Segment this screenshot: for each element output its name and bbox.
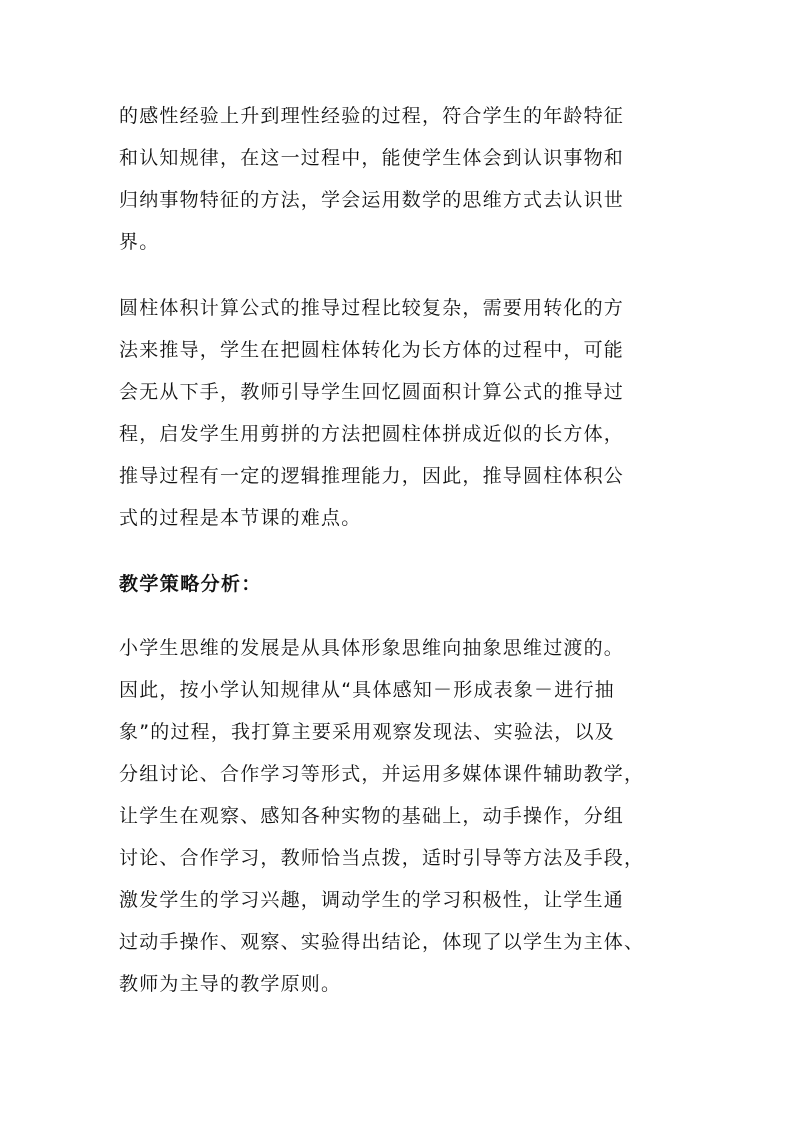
paragraph-3-line-8: 过动手操作、观察、实验得出结论，体现了以学生为主体、 [119, 931, 645, 953]
paragraph-3-line-3: 象”的过程，我打算主要采用观察发现法、实验法，以及 [119, 721, 615, 743]
paragraph-2-line-6: 式的过程是本节课的难点。 [119, 507, 362, 529]
paragraph-3-line-4: 分组讨论、合作学习等形式，并运用多媒体课件辅助教学， [119, 763, 645, 785]
paragraph-2-line-1: 圆柱体积计算公式的推导过程比较复杂，需要用转化的方 [119, 297, 625, 319]
paragraph-2-line-5: 推导过程有一定的逻辑推理能力，因此，推导圆柱体积公 [119, 465, 625, 487]
paragraph-3-line-1: 小学生思维的发展是从具体形象思维向抽象思维过渡的。 [119, 637, 625, 659]
section-heading: 教学策略分析： [119, 573, 262, 595]
paragraph-1-line-2: 和认知规律，在这一过程中，能使学生体会到认识事物和 [119, 147, 625, 169]
paragraph-2-line-2: 法来推导，学生在把圆柱体转化为长方体的过程中，可能 [119, 339, 625, 361]
paragraph-3-line-5: 让学生在观察、感知各种实物的基础上，动手操作，分组 [119, 805, 625, 827]
paragraph-2-line-4: 程，启发学生用剪拼的方法把圆柱体拼成近似的长方体， [119, 423, 625, 445]
paragraph-3-line-6: 讨论、合作学习，教师恰当点拨，适时引导等方法及手段， [119, 847, 645, 869]
paragraph-3-line-9: 教师为主导的教学原则。 [119, 973, 342, 995]
paragraph-3-line-7: 激发学生的学习兴趣，调动学生的学习积极性，让学生通 [119, 889, 625, 911]
paragraph-1-line-1: 的感性经验上升到理性经验的过程，符合学生的年龄特征 [119, 105, 625, 127]
paragraph-1-line-3: 归纳事物特征的方法，学会运用数学的思维方式去认识世 [119, 189, 625, 211]
paragraph-1-line-4: 界。 [119, 231, 160, 253]
paragraph-2-line-3: 会无从下手，教师引导学生回忆圆面积计算公式的推导过 [119, 381, 625, 403]
paragraph-3-line-2: 因此，按小学认知规律从“具体感知－形成表象－进行抽 [119, 679, 615, 701]
